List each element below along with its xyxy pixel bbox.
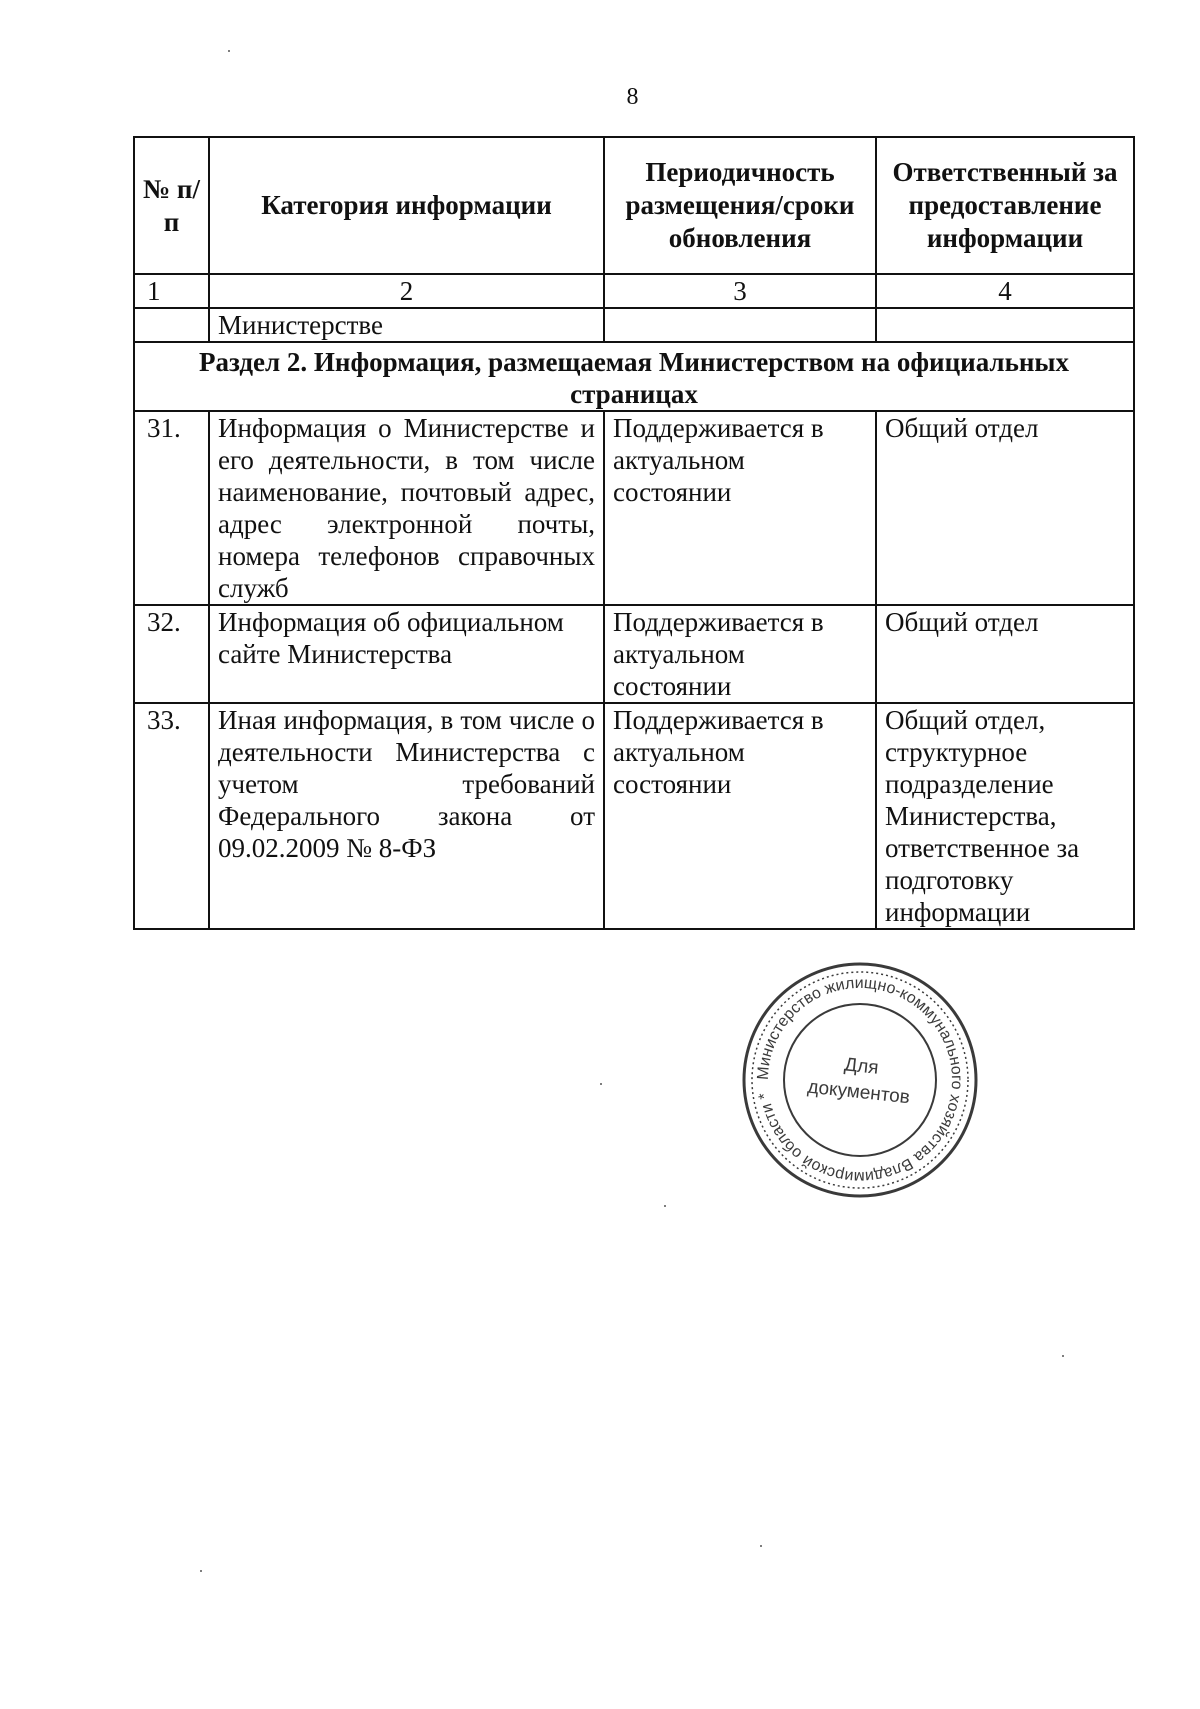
- stamp-ring-text: Министерство жилищно-коммунального хозяйства Владимирской области *: [754, 974, 966, 1186]
- header-row: [134, 137, 1134, 274]
- stamp-center-line1: Для: [843, 1054, 880, 1079]
- information-table: [133, 136, 1135, 930]
- header-category: Категория информации: [209, 137, 604, 274]
- carry-over-text: Министерстве: [209, 308, 604, 342]
- index-1: 1: [134, 274, 209, 308]
- row-responsible: Общий отдел, структурное подразделение Министерства, ответственное за подготовку информации: [876, 703, 1134, 929]
- carry-over-row: [134, 308, 1134, 342]
- carry-over-period: [604, 308, 876, 342]
- table-row: [134, 605, 1134, 703]
- row-responsible: Общий отдел: [876, 411, 1134, 605]
- row-num: 31.: [134, 411, 209, 605]
- row-responsible: Общий отдел: [876, 605, 1134, 703]
- row-num: 33.: [134, 703, 209, 929]
- speck: [228, 50, 230, 52]
- row-period: Поддерживается в актуальном состоянии: [604, 703, 876, 929]
- row-category: Информация о Министерстве и его деятельности, в том числе наименование, почтовый адрес, адрес электронной почты, номера телефонов справочных служб: [209, 411, 604, 605]
- section-row: [134, 342, 1134, 411]
- speck: [664, 1205, 666, 1207]
- speck: [200, 1570, 202, 1572]
- table-row: [134, 703, 1134, 929]
- index-4: 4: [876, 274, 1134, 308]
- row-num: 32.: [134, 605, 209, 703]
- header-responsible: Ответственный за предоставление информации: [876, 137, 1134, 274]
- index-2: 2: [209, 274, 604, 308]
- header-period: Периодичность размещения/сроки обновления: [604, 137, 876, 274]
- row-period: Поддерживается в актуальном состоянии: [604, 605, 876, 703]
- header-num: № п/п: [134, 137, 209, 274]
- stamp-inner-ring: [784, 1004, 936, 1156]
- speck: [600, 1083, 602, 1085]
- page-number: 8: [626, 84, 639, 110]
- table-row: [134, 411, 1134, 605]
- speck: [760, 1545, 762, 1547]
- carry-over-num: [134, 308, 209, 342]
- index-row: [134, 274, 1134, 308]
- row-period: Поддерживается в актуальном состоянии: [604, 411, 876, 605]
- carry-over-responsible: [876, 308, 1134, 342]
- official-stamp: [740, 960, 980, 1200]
- stamp-outer-ring: [744, 964, 976, 1196]
- row-category: Иная информация, в том числе о деятельности Министерства с учетом требований Федерального закона от 09.02.2009 № 8-ФЗ: [209, 703, 604, 929]
- stamp-center-line2: документов: [806, 1076, 911, 1109]
- section-title: Раздел 2. Информация, размещаемая Министерством на официальных страницах: [134, 342, 1134, 411]
- index-3: 3: [604, 274, 876, 308]
- row-category: Информация об официальном сайте Министерства: [209, 605, 604, 703]
- speck: [1062, 1355, 1064, 1357]
